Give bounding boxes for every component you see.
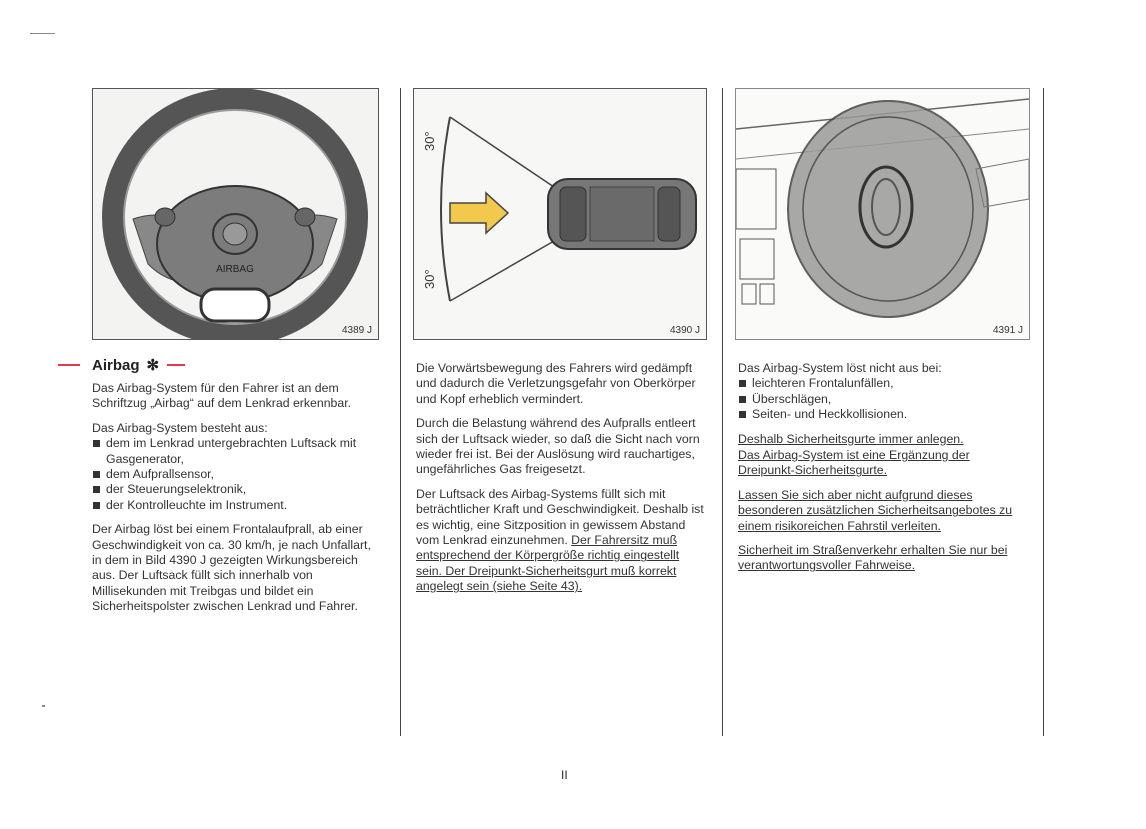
column-2	[416, 361, 708, 604]
column-3	[738, 361, 1028, 583]
paragraph	[416, 487, 708, 595]
paragraph: Das Airbag-System besteht aus:	[92, 420, 268, 435]
column-divider	[400, 88, 401, 736]
page-number: II	[561, 768, 568, 782]
component-list	[92, 436, 382, 513]
angle-bottom: 30°	[422, 269, 437, 289]
column-divider	[722, 88, 723, 736]
list-item: dem Aufprallsensor,	[92, 467, 382, 482]
scan-speck	[30, 33, 55, 34]
underlined-paragraph: Lassen Sie sich aber nicht aufgrund dieses besonderen zusätzlichen Sicherheitsangebotes zu einem risikoreichen Fahrstil verleiten.	[738, 487, 1013, 533]
figure-code: 4391 J	[992, 325, 1023, 336]
heading-title: Airbag	[92, 356, 140, 374]
paragraph: Das Airbag-System löst nicht aus bei:	[738, 361, 942, 375]
list-item: dem im Lenkrad untergebrachten Luftsack mit Gasgenerator,	[92, 436, 382, 467]
list-item: Seiten- und Heckkollisionen.	[738, 407, 1028, 422]
activation-zone-illustration	[414, 89, 706, 339]
paragraph-text: Der Luftsack des Airbag-Systems füllt sich mit beträchtlicher Kraft und Geschwindigkeit. Deshalb ist es wichtig, eine Sitzposition in gewissem Abstand vom Lenkrad einzunehmen.	[416, 486, 704, 548]
underlined-text: Der Fahrersitz muß entsprechend der Körpergröße richtig eingestellt sein. Der Dreipunkt-Sicherheitsgurt muß korrekt angelegt sein (siehe Seite 43).	[416, 533, 680, 594]
column-divider	[1043, 88, 1044, 736]
exception-list	[738, 376, 1028, 422]
dashboard-illustration	[736, 89, 1029, 339]
heading-dash	[167, 364, 185, 366]
steering-wheel-illustration	[93, 89, 378, 339]
section-heading	[58, 356, 185, 374]
direction-arrow-icon	[450, 193, 508, 233]
list-item: Überschlägen,	[738, 392, 1028, 407]
underlined-paragraph: Das Airbag-System ist eine Ergänzung der Dreipunkt-Sicherheitsgurte.	[738, 448, 970, 478]
underlined-paragraph: Sicherheit im Straßenverkehr erhalten Sie nur bei verantwortungsvoller Fahrweise.	[738, 543, 1008, 573]
figure-code: 4390 J	[669, 325, 700, 336]
list-item: der Steuerungselektronik,	[92, 482, 382, 497]
paragraph: Durch die Belastung während des Aufpralls entleert sich der Luftsack wieder, so daß die Sicht nach vorn wieder frei ist. Bei der Auslösung wird rauchartiges, ungefährliches Gas freigesetzt.	[416, 416, 700, 477]
paragraph: Die Vorwärtsbewegung des Fahrers wird gedämpft und dadurch die Verletzungsgefahr von Oberkörper und Kopf erheblich vermindert.	[416, 361, 696, 406]
paragraph: Der Airbag löst bei einem Frontalaufprall, ab einer Geschwindigkeit von ca. 30 km/h, je nach Unfallart, in dem in Bild 4390 J gezeigten Wirkungsbereich aus. Der Luftsack füllt sich innerhalb von Millisekunden mit Treibgas und bildet ein Sicherheitspolster zwischen Lenkrad und Fahrer.	[92, 522, 371, 614]
heading-dash	[58, 364, 80, 366]
asterisk-icon: ✻	[146, 357, 160, 374]
steering-wheel-figure	[92, 88, 379, 340]
scan-speck	[42, 705, 45, 707]
paragraph: Das Airbag-System für den Fahrer ist an dem Schriftzug „Airbag“ auf dem Lenkrad erkennbar.	[92, 381, 352, 411]
figure-code: 4389 J	[341, 325, 372, 336]
underlined-paragraph: Deshalb Sicherheitsgurte immer anlegen.	[738, 431, 964, 446]
column-1	[92, 381, 382, 624]
list-item: leichteren Frontalunfällen,	[738, 376, 1028, 391]
airbag-label: AIRBAG	[216, 264, 254, 275]
angle-top: 30°	[422, 131, 437, 151]
list-item: der Kontrolleuchte im Instrument.	[92, 498, 382, 513]
dashboard-figure	[735, 88, 1030, 340]
activation-zone-figure	[413, 88, 707, 340]
